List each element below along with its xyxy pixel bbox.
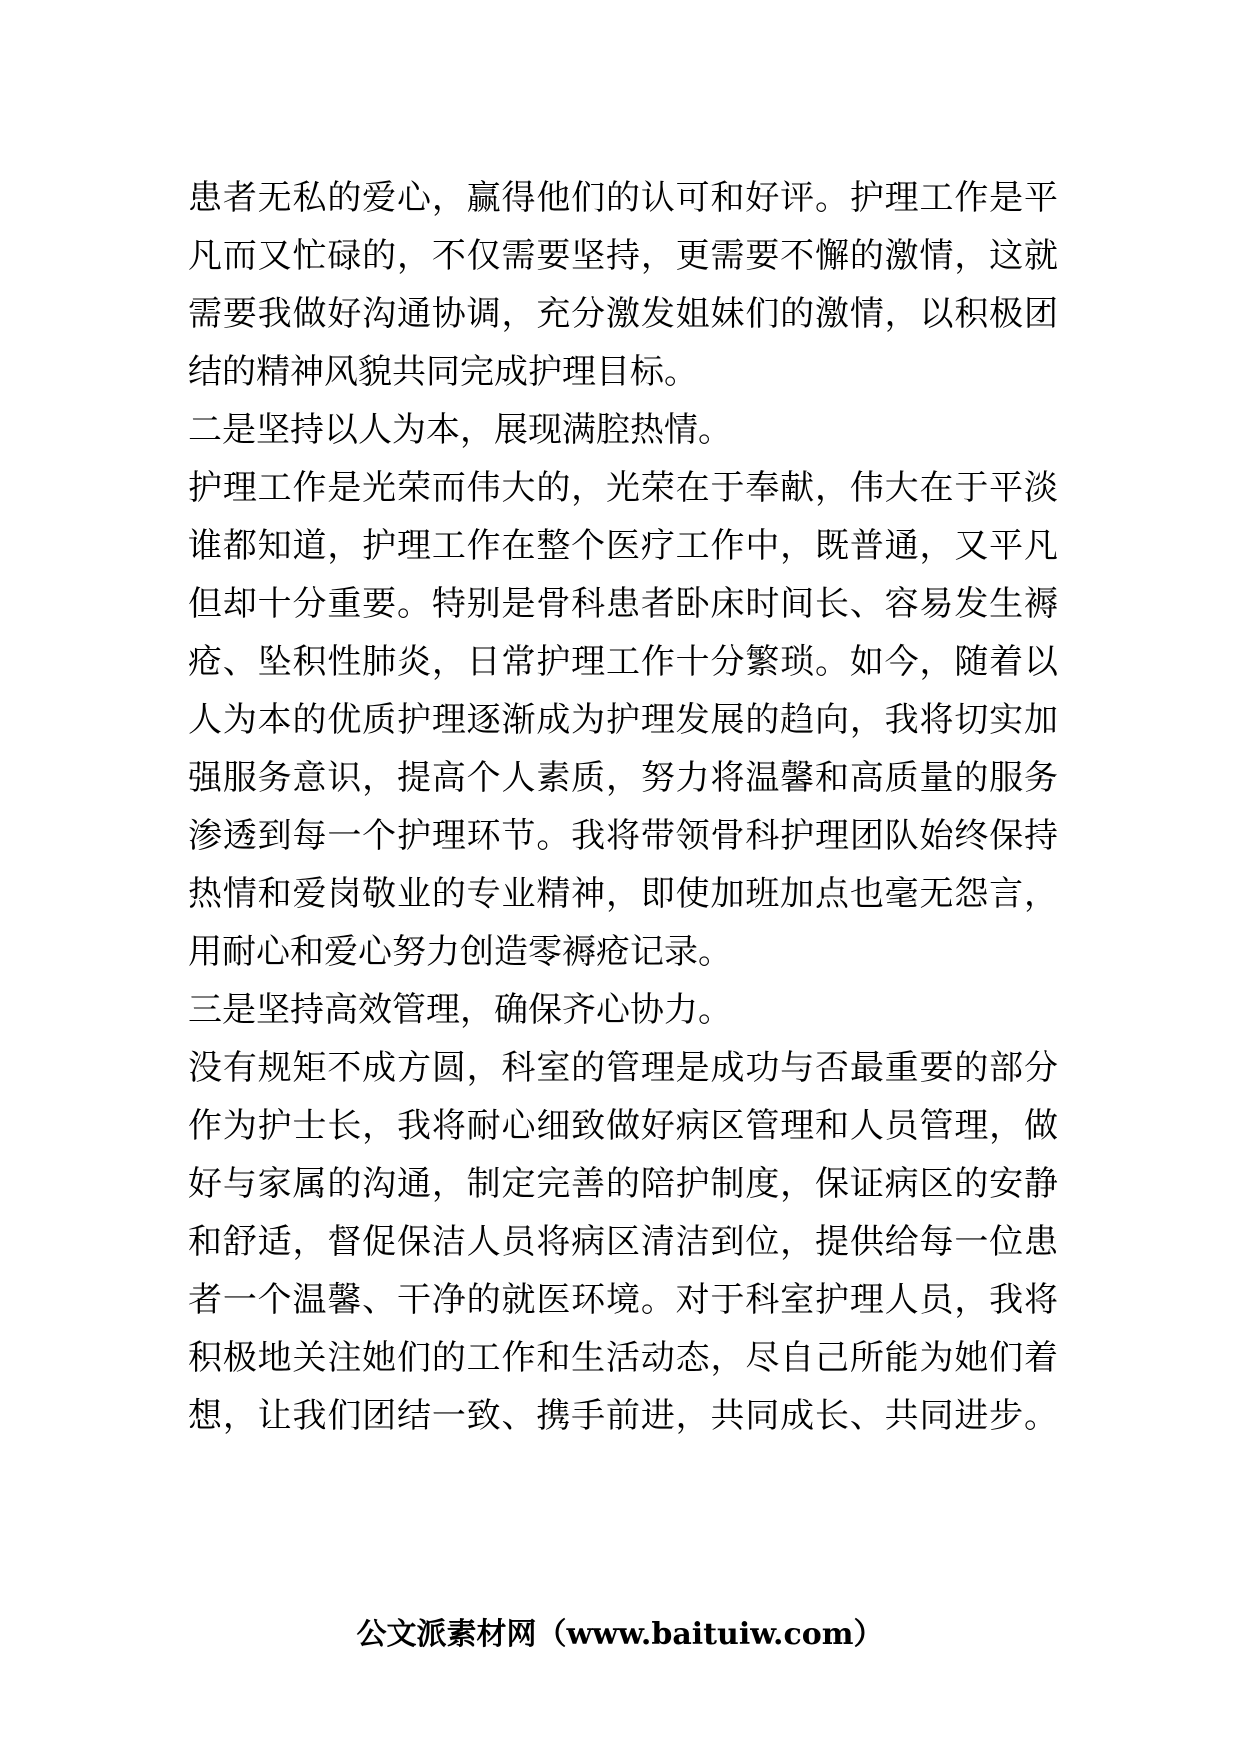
text-line: 疮、坠积性肺炎，日常护理工作十分繁琐。如今，随着以 — [188, 642, 1058, 682]
section-heading: 三是坚持高效管理，确保齐心协力。 — [188, 990, 732, 1030]
text-line: 想，让我们团结一致、携手前进，共同成长、共同进步。 — [188, 1396, 1058, 1436]
text-line: 用耐心和爱心努力创造零褥疮记录。 — [188, 932, 732, 972]
text-line: 但却十分重要。特别是骨科患者卧床时间长、容易发生褥 — [188, 584, 1058, 624]
text-line: 凡而又忙碌的，不仅需要坚持，更需要不懈的激情，这就 — [188, 236, 1058, 276]
section-heading: 二是坚持以人为本，展现满腔热情。 — [188, 410, 732, 450]
text-line: 强服务意识，提高个人素质，努力将温馨和高质量的服务 — [188, 758, 1058, 798]
text-line: 好与家属的沟通，制定完善的陪护制度，保证病区的安静 — [188, 1164, 1058, 1204]
text-line: 积极地关注她们的工作和生活动态，尽自己所能为她们着 — [188, 1338, 1058, 1378]
text-line: 渗透到每一个护理环节。我将带领骨科护理团队始终保持 — [188, 816, 1058, 856]
page-footer: 公文派素材网（www.baituiw.com） — [356, 1617, 884, 1652]
text-line: 护理工作是光荣而伟大的，光荣在于奉献，伟大在于平淡 — [188, 468, 1058, 508]
text-line: 没有规矩不成方圆，科室的管理是成功与否最重要的部分 — [188, 1048, 1058, 1088]
text-line: 和舒适，督促保洁人员将病区清洁到位，提供给每一位患 — [188, 1222, 1058, 1262]
text-line: 作为护士长，我将耐心细致做好病区管理和人员管理，做 — [188, 1106, 1058, 1146]
text-line: 人为本的优质护理逐渐成为护理发展的趋向，我将切实加 — [188, 700, 1058, 740]
text-line: 热情和爱岗敬业的专业精神，即使加班加点也毫无怨言， — [188, 874, 1058, 914]
text-line: 结的精神风貌共同完成护理目标。 — [188, 352, 698, 392]
text-line: 谁都知道，护理工作在整个医疗工作中，既普通，又平凡 — [188, 526, 1058, 566]
text-line: 者一个温馨、干净的就医环境。对于科室护理人员，我将 — [188, 1280, 1058, 1320]
text-line: 需要我做好沟通协调，充分激发姐妹们的激情，以积极团 — [188, 294, 1058, 334]
text-line: 患者无私的爱心，赢得他们的认可和好评。护理工作是平 — [188, 178, 1058, 218]
